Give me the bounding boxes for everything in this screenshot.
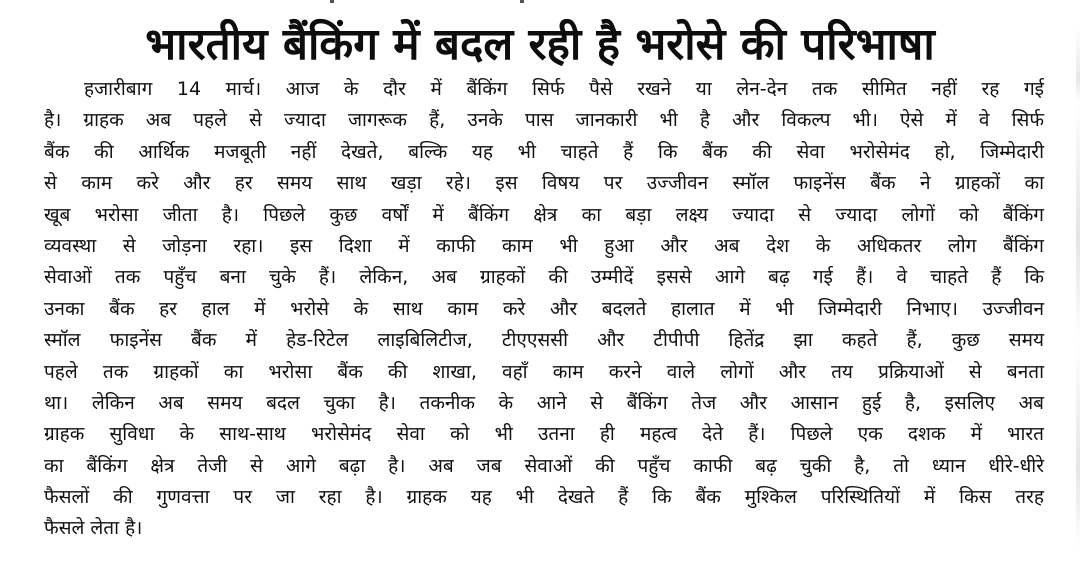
- page-edge-shadow: [1076, 28, 1080, 548]
- body-line: हजारीबाग 14 मार्च। आज के दौर में बैंकिंग सिर्फ पैसे रखने या लेन-देन तक सीमित नहीं रह गई: [84, 78, 1044, 100]
- body-line: स्मॉल फाइनेंस बैंक में हेड-रिटेल लाइबिलिटीज, टीएएससी और टीपीपी हितेंद्र झा कहते हैं, कुछ समय: [44, 329, 1044, 352]
- body-line: फैसले लेता है।: [44, 517, 143, 540]
- body-line: था। लेकिन अब समय बदल चुका है। तकनीक के आने से बैंकिंग तेज और आसान हुई है, इसलिए अब: [44, 391, 1044, 414]
- body-line: से काम करे और हर समय साथ खड़ा रहे। इस विषय पर उज्जीवन स्मॉल फाइनेंस बैंक ने ग्राहकों का: [44, 172, 1044, 195]
- body-line: है। ग्राहक अब पहले से ज्यादा जागरूक हैं, उनके पास जानकारी भी है और विकल्प भी। ऐसे में वे सिर्फ: [44, 109, 1044, 132]
- body-line: का बैंकिंग क्षेत्र तेजी से आगे बढ़ा है। अब जब सेवाओं की पहुँच काफी बढ़ चुकी है, तो ध्यान धीरे-धीरे: [44, 454, 1044, 477]
- body-line: सेवाओं तक पहुँच बना चुके हैं। लेकिन, अब ग्राहकों की उम्मीदें इससे आगे बढ़ गई हैं। वे चाहते हैं कि: [44, 266, 1044, 289]
- article-body: [44, 74, 1044, 545]
- body-line: खूब भरोसा जीता है। पिछले कुछ वर्षों में बैंकिंग क्षेत्र का बड़ा लक्ष्य ज्यादा से ज्यादा लोगों को बैंकिंग: [44, 203, 1044, 226]
- body-line: बैंक की आर्थिक मजबूती नहीं देखते, बल्कि यह भी चाहते हैं कि बैंक की सेवा भरोसेमंद हो, जिम्मेदारी: [44, 140, 1044, 163]
- article-headline: भारतीय बैंकिंग में बदल रही है भरोसे की परिभाषा: [145, 19, 935, 70]
- body-line: फैसलों की गुणवत्ता पर जा रहा है। ग्राहक यह भी देखते हैं कि बैंक मुश्किल परिस्थितियों में किस तरह: [44, 486, 1044, 509]
- clipping-edge-mark: [520, 0, 524, 3]
- body-line: पहले तक ग्राहकों का भरोसा बैंक की शाखा, वहाँ काम करने वाले लोगों और तय प्रक्रियाओं से बनता: [44, 360, 1044, 383]
- clipping-edge-mark: [330, 0, 334, 3]
- body-line: ग्राहक सुविधा के साथ-साथ भरोसेमंद सेवा को भी उतना ही महत्व देते हैं। पिछले एक दशक में भारत: [44, 423, 1044, 446]
- body-line: व्यवस्था से जोड़ना रहा। इस दिशा में काफी काम भी हुआ और अब देश के अधिकतर लोग बैंकिंग: [44, 234, 1044, 257]
- body-line: उनका बैंक हर हाल में भरोसे के साथ काम करे और बदलते हालात में भी जिम्मेदारी निभाए। उज्जीवन: [44, 297, 1044, 320]
